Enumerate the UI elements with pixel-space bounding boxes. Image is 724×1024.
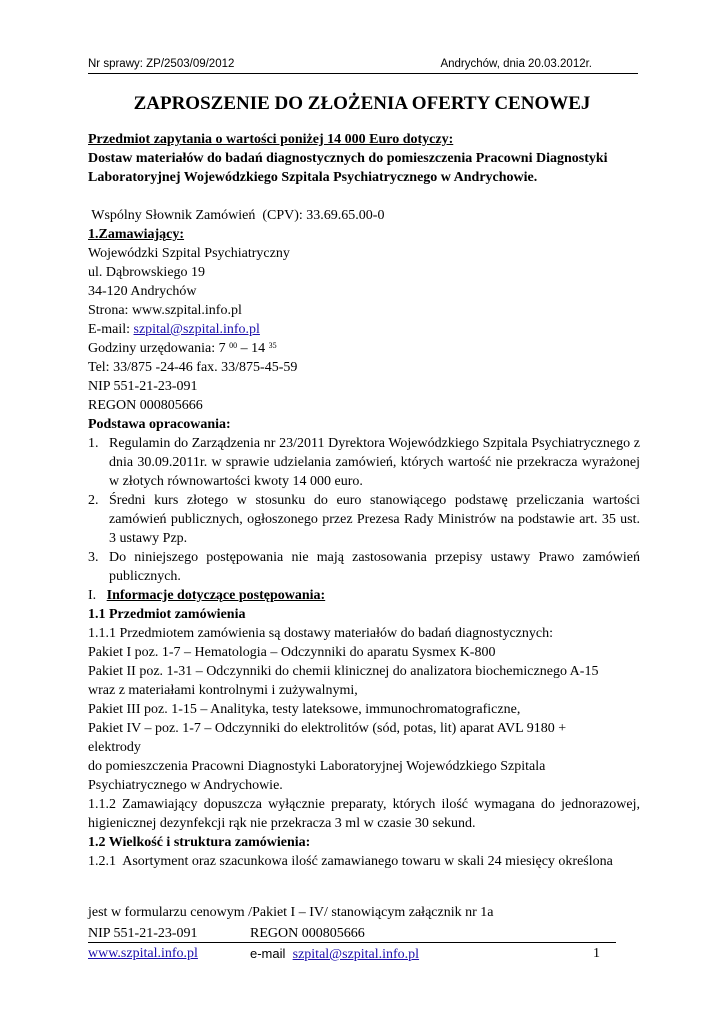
orderer-name: Wojewódzki Szpital Psychiatryczny (88, 246, 290, 261)
page-header (88, 57, 638, 74)
item-number: 2. (88, 493, 99, 508)
hours-from-minutes: 00 (229, 341, 238, 350)
footer-ids (88, 926, 616, 943)
footer-regon: REGON 000805666 (250, 926, 365, 941)
spacer (88, 187, 640, 206)
office-hours (88, 339, 640, 358)
subject-description: Dostaw materiałów do badań diagnostycznych do pomieszczenia Pracowni Diagnostyki Laboratoryjnej Wojewódzkiego Szpitala Psychiatrycznego w Andrychowie. (88, 151, 608, 185)
line: do pomieszczenia Pracowni Diagnostyki Laboratoryjnej Wojewódzkiego Szpitala (88, 759, 546, 774)
basis-heading: Podstawa opracowania: (88, 417, 231, 432)
orderer-website: Strona: www.szpital.info.pl (88, 303, 242, 318)
basis-list (88, 434, 640, 586)
orderer-phone: Tel: 33/875 -24-46 fax. 33/875-45-59 (88, 360, 298, 375)
section1-heading: Informacje dotyczące postępowania: (106, 588, 326, 603)
orderer-city: 34-120 Andrychów (88, 284, 197, 299)
document-body (88, 130, 640, 871)
hours-to-minutes: 35 (268, 341, 277, 350)
footer-contact (88, 946, 616, 962)
hours-label: Godziny urzędowania: 7 (88, 341, 226, 356)
footer-email (250, 946, 419, 963)
footer-nip: NIP 551-21-23-091 (88, 926, 198, 941)
subsection-heading: 1.1 Przedmiot zamówienia (88, 607, 246, 622)
list-item (88, 491, 640, 548)
email-label: E-mail: (88, 322, 134, 337)
line: Pakiet II poz. 1-31 – Odczynniki do chemii klinicznej do analizatora biochemicznego A-15 (88, 664, 599, 679)
case-number: Nr sprawy: ZP/2503/09/2012 (88, 58, 235, 70)
line: 1.1.1 Przedmiotem zamówienia są dostawy materiałów do badań diagnostycznych: (88, 626, 553, 641)
orderer-regon: REGON 000805666 (88, 398, 203, 413)
footer-email-label: e-mail (250, 946, 293, 961)
paragraph-121: 1.2.1 Asortyment oraz szacunkowa ilość zamawianego towaru w skali 24 miesięcy określona (88, 854, 613, 869)
email-link[interactable]: szpital@szpital.info.pl (133, 322, 260, 337)
hours-separator: – 14 (237, 341, 266, 356)
orderer-street: ul. Dąbrowskiego 19 (88, 265, 206, 280)
item-text: Do niniejszego postępowania nie mają zastosowania przepisy ustawy Prawo zamówień publicznych. (109, 550, 640, 584)
document-title: ZAPROSZENIE DO ZŁOŻENIA OFERTY CENOWEJ (133, 93, 591, 114)
line: Psychiatrycznego w Andrychowie. (88, 778, 283, 793)
orderer-heading: 1.Zamawiający: (88, 227, 185, 242)
line: wraz z materiałami kontrolnymi i zużywalnymi, (88, 683, 358, 698)
place-date: Andrychów, dnia 20.03.2012r. (440, 58, 592, 70)
continuation-line: jest w formularzu cenowym /Pakiet I – IV/ stanowiącym załącznik nr 1a (88, 905, 494, 920)
line: Pakiet III poz. 1-15 – Analityka, testy lateksowe, immunochromatograficzne, (88, 702, 521, 717)
list-item (88, 434, 640, 491)
orderer-email-line (88, 320, 640, 339)
section1-heading-line (88, 586, 640, 605)
subject-heading: Przedmiot zapytania o wartości poniżej 14 000 Euro dotyczy: (88, 132, 454, 147)
list-item (88, 548, 640, 586)
item-text: Średni kurs złotego w stosunku do euro stanowiącego podstawę przeliczania wartości zamówień publicznych, ogłoszonego przez Prezesa Rady Ministrów na podstawie art. 35 ust. 3 ustawy Pzp. (109, 493, 640, 546)
page-number: 1 (593, 946, 600, 961)
line: elektrody (88, 740, 141, 755)
subsection-heading-2: 1.2 Wielkość i struktura zamówienia: (88, 835, 311, 850)
section-roman: I. (88, 588, 97, 603)
footer-email-link[interactable]: szpital@szpital.info.pl (292, 947, 420, 962)
paragraph-112: 1.1.2 Zamawiający dopuszcza wyłącznie preparaty, których ilość wymagana do jednorazowej, higienicznej dezynfekcji rąk nie przekracza 3 ml w czasie 30 sekund. (88, 797, 640, 831)
line: Pakiet IV – poz. 1-7 – Odczynniki do elektrolitów (sód, potas, lit) aparat AVL 9180 + (88, 721, 567, 736)
item-text: Regulamin do Zarządzenia nr 23/2011 Dyrektora Wojewódzkiego Szpitala Psychiatrycznego z dnia 30.09.2011r. w sprawie udzielania zamówień, których wartość nie przekracza wyrażonej w złotych równowartości kwoty 14 000 euro. (109, 436, 640, 489)
item-number: 1. (88, 436, 99, 451)
item-number: 3. (88, 550, 99, 565)
footer-website-link[interactable]: www.szpital.info.pl (88, 946, 198, 961)
orderer-nip: NIP 551-21-23-091 (88, 379, 198, 394)
line: Pakiet I poz. 1-7 – Hematologia – Odczynniki do aparatu Sysmex K-800 (88, 645, 496, 660)
cpv-code: Wspólny Słownik Zamówień (CPV): 33.69.65.00-0 (88, 208, 385, 223)
